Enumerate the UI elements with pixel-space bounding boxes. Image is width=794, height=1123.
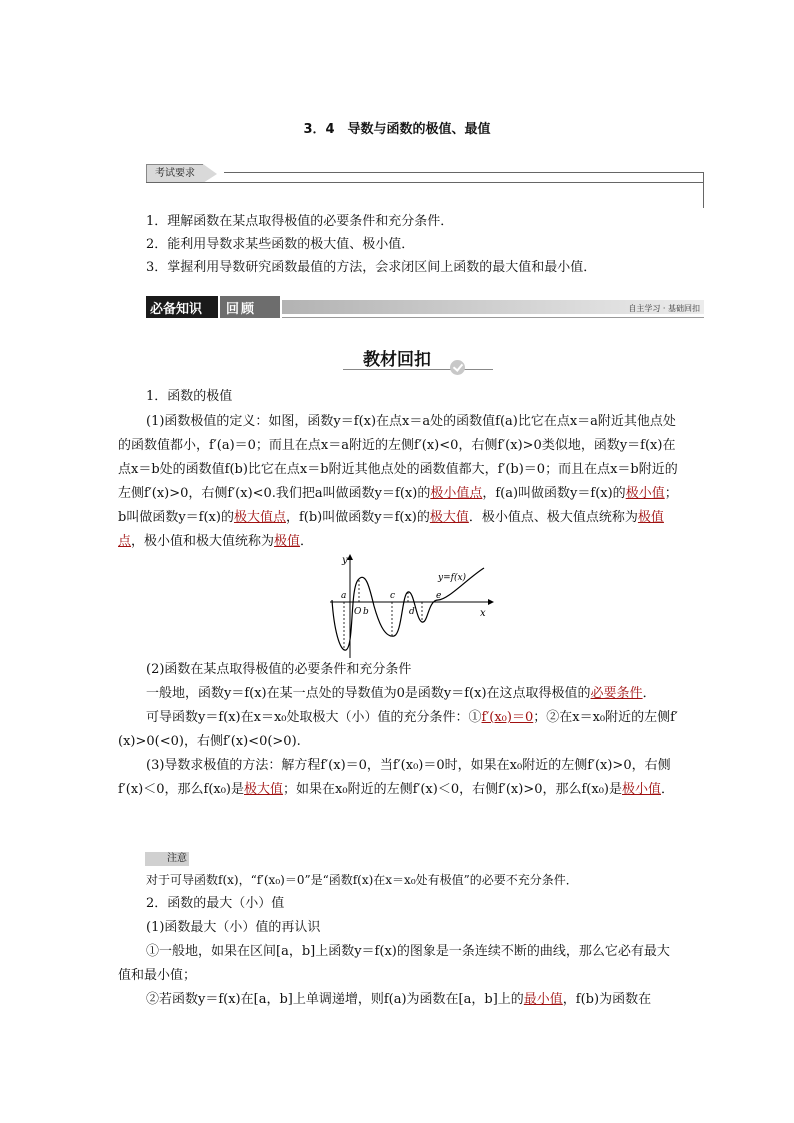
term-min-value: 极小值 — [625, 486, 665, 501]
axis-y-label: y — [342, 555, 348, 566]
point-b: b — [363, 607, 369, 617]
subheading: 教材回扣 — [363, 350, 431, 370]
term-extreme-point: 极值点 — [118, 510, 664, 549]
note-label: 注意 — [145, 852, 189, 866]
requirements-header — [146, 164, 704, 208]
requirement-item: 1．理解函数在某点取得极值的必要条件和充分条件． — [146, 214, 454, 229]
term-necessary: 必要条件 — [590, 686, 643, 701]
requirement-item: 3．掌握利用导数研究函数最值的方法，会求闭区间上函数的最大值和最小值． — [146, 260, 597, 275]
section2: 2．函数的最大（小）值 (1)函数最大（小）值的再认识 ①一般地，如果在区间[a，b]上函数y＝f(x)的图象是一条连续不断的曲线，那么它必有最大值和最小值； ②若函数y＝f(x)在[a，b]上单调递增，则f(a)为函数在[a，b]上的最小值，f(b)为函数在 — [118, 896, 670, 1007]
section1-part2: (2)函数在某点取得极值的必要条件和充分条件 一般地，函数y＝f(x)在某一点处的导数值为0是函数y＝f(x)在这点取得极值的必要条件． 可导函数y＝f(x)在x＝x₀处取极大（小）值的充分条件：①f′(x₀)＝0；②在x＝x₀附近的左侧f′(x)>0(<0)，右侧f′(x)<0(>0). (3)导数求极值的方法：解方程f′(x)＝0，当f′(x₀)＝0时，如果在x₀附近的左侧f′(x)>0，右侧f′(x)＜0，那么f(x₀)是极大值；如果在x₀附近的左侧f′(x)＜0，右侧f′(x)>0，那么f(x₀)是极小值． — [118, 662, 678, 797]
term-extreme-value: 极值 — [274, 534, 301, 549]
requirements-list — [146, 210, 596, 279]
function-graph — [328, 550, 498, 660]
section1-heading: 1．函数的极值 — [146, 389, 233, 404]
point-e: e — [436, 591, 442, 601]
section-banner — [146, 296, 704, 320]
requirement-item: 2．能利用导数求某些函数的极大值、极小值． — [146, 237, 415, 252]
check-icon — [450, 360, 465, 375]
point-d: d — [409, 607, 415, 617]
banner-label-knowledge: 必备知识 — [150, 302, 203, 317]
x-axis-arrow — [488, 599, 494, 605]
y-axis-arrow — [347, 554, 353, 560]
banner-subtitle: 自主学习 · 基础回扣 — [628, 304, 700, 313]
term-max: 极大值 — [244, 782, 284, 797]
banner-label-review: 回顾 — [226, 302, 257, 317]
requirements-tab: 考试要求 — [146, 164, 203, 183]
term-min: 极小值 — [621, 782, 661, 797]
term-condition: f′(x₀)＝0 — [481, 710, 534, 725]
term-max-point: 极大值点 — [233, 510, 286, 525]
origin-label: O — [354, 607, 362, 617]
point-c: c — [390, 591, 396, 601]
page-title: 3．4 导数与函数的极值、最值 — [303, 122, 491, 137]
term-max-value: 极大值 — [429, 510, 469, 525]
section1-paragraph: (1)函数极值的定义：如图，函数y＝f(x)在点x＝a处的函数值f(a)比它在点x＝a附近其他点处的函数值都小，f′(a)＝0；而且在点x＝a附近的左侧f′(x)<0，右侧f′(x)>0类似地，函数y＝f(x)在点x＝b处的函数值f(b)比它在点x＝b附近其他点处的函数值都大，f′(b)＝0；而且在点x＝b附近的左侧f′(x)>0，右侧f′(x)<0.我们把a叫做函数y＝f(x)的极小值点，f(a)叫做函数y＝f(x)的极小值；b叫做函数y＝f(x)的极大值点，f(b)叫做函数y＝f(x)的极大值．极小值点、极大值点统称为极值点，极小值和极大值统称为极值． — [118, 414, 678, 549]
note-text: 对于可导函数f(x)，“f′(x₀)＝0”是“函数f(x)在x＝x₀处有极值”的必要不充分条件． — [146, 873, 578, 887]
term-min-point: 极小值点 — [430, 486, 483, 501]
point-a: a — [341, 591, 347, 601]
term-min2: 最小值 — [523, 992, 563, 1007]
curve-label: y=f(x) — [438, 573, 467, 583]
axis-x-label: x — [480, 608, 486, 619]
